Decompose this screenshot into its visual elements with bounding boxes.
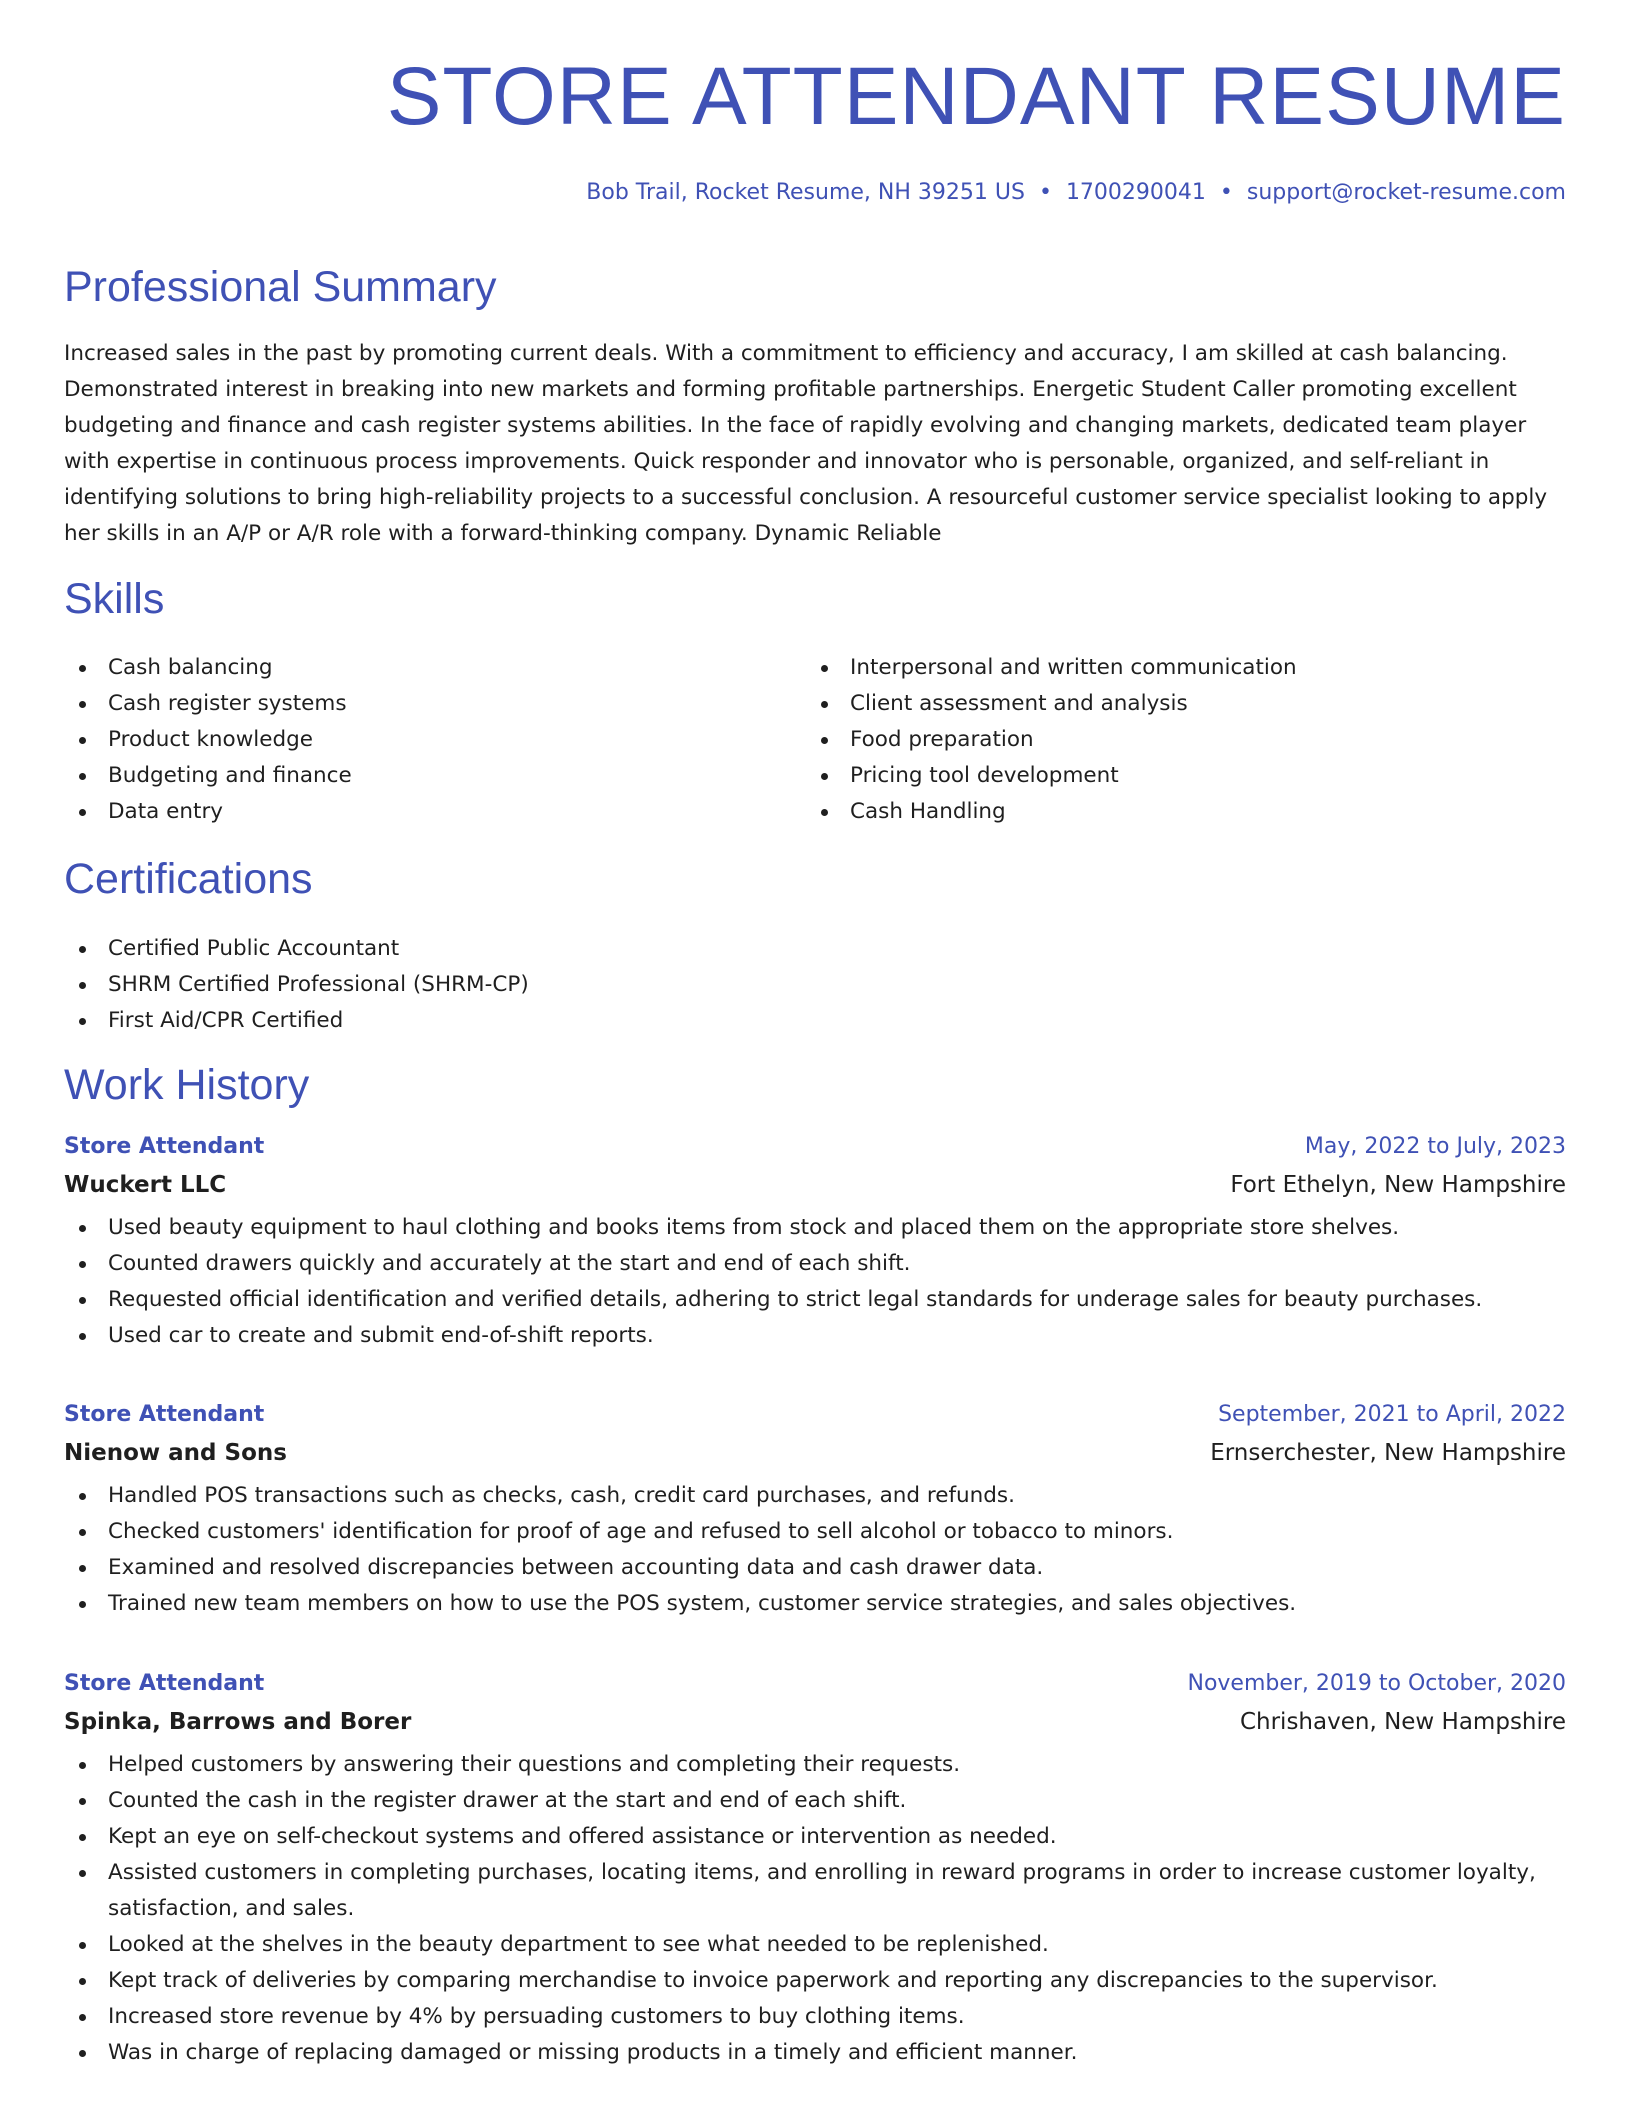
certifications-heading: Certifications xyxy=(64,855,313,903)
summary-heading: Professional Summary xyxy=(64,263,497,311)
job-bullet: Trained new team members on how to use the POS system, customer service strategies, and sales objectives. xyxy=(64,1586,1566,1622)
job-bullet: Looked at the shelves in the beauty department to see what needed to be replenished. xyxy=(64,1927,1566,1963)
certifications-list xyxy=(64,931,1566,1039)
skill-item: Cash register systems xyxy=(64,686,804,722)
skill-item: Food preparation xyxy=(806,722,1546,758)
skills-heading: Skills xyxy=(64,575,165,623)
job-bullet: Used car to create and submit end-of-shift reports. xyxy=(64,1318,1566,1354)
job-bullet: Assisted customers in completing purchases, locating items, and enrolling in reward programs in order to increase customer loyalty, satisfaction, and sales. xyxy=(64,1855,1566,1927)
job-bullet: Counted drawers quickly and accurately at the start and end of each shift. xyxy=(64,1246,1566,1282)
job-location: Ernserchester, New Hampshire xyxy=(1210,1440,1566,1466)
job-bullets xyxy=(64,1747,1566,2071)
job-title: Store Attendant xyxy=(64,1402,265,1427)
job-company-row xyxy=(64,1440,1566,1478)
skills-list-left xyxy=(64,650,804,830)
job-entry xyxy=(64,1402,1566,1622)
job-bullet: Kept an eye on self-checkout systems and offered assistance or intervention as needed. xyxy=(64,1819,1566,1855)
job-bullet: Handled POS transactions such as checks, cash, credit card purchases, and refunds. xyxy=(64,1478,1566,1514)
job-dates: September, 2021 to April, 2022 xyxy=(1218,1402,1566,1427)
job-bullets xyxy=(64,1478,1566,1622)
job-bullet: Used beauty equipment to haul clothing and books items from stock and placed them on the appropriate store shelves. xyxy=(64,1210,1566,1246)
contact-separator: • xyxy=(1219,180,1233,205)
skill-item: Cash balancing xyxy=(64,650,804,686)
job-title-row xyxy=(64,1402,1566,1440)
job-bullet: Requested official identification and verified details, adhering to strict legal standards for underage sales for beauty purchases. xyxy=(64,1282,1566,1318)
skill-item: Client assessment and analysis xyxy=(806,686,1546,722)
skill-item: Data entry xyxy=(64,794,804,830)
job-bullet: Helped customers by answering their questions and completing their requests. xyxy=(64,1747,1566,1783)
job-location: Chrishaven, New Hampshire xyxy=(1239,1709,1566,1735)
skill-item: Pricing tool development xyxy=(806,758,1546,794)
job-company: Spinka, Barrows and Borer xyxy=(64,1709,412,1735)
job-company-row xyxy=(64,1709,1566,1747)
skills-list-right xyxy=(806,650,1546,830)
skill-item: Product knowledge xyxy=(64,722,804,758)
job-bullets xyxy=(64,1210,1566,1354)
contact-separator: • xyxy=(1038,180,1052,205)
job-company: Nienow and Sons xyxy=(64,1440,287,1466)
skill-item: Budgeting and finance xyxy=(64,758,804,794)
contact-line xyxy=(586,182,1566,204)
contact-address: Bob Trail, Rocket Resume, NH 39251 US xyxy=(586,180,1025,205)
skill-item: Interpersonal and written communication xyxy=(806,650,1546,686)
resume-title: STORE ATTENDANT RESUME xyxy=(386,51,1566,142)
job-title-row xyxy=(64,1134,1566,1172)
job-dates: November, 2019 to October, 2020 xyxy=(1187,1671,1566,1696)
job-title-row xyxy=(64,1671,1566,1709)
certification-item: First Aid/CPR Certified xyxy=(64,1003,1566,1039)
job-bullet: Was in charge of replacing damaged or missing products in a timely and efficient manner. xyxy=(64,2035,1566,2071)
job-entry xyxy=(64,1671,1566,2071)
job-bullet: Kept track of deliveries by comparing merchandise to invoice paperwork and reporting any discrepancies to the supervisor. xyxy=(64,1963,1566,1999)
job-company: Wuckert LLC xyxy=(64,1172,227,1198)
work-history-heading: Work History xyxy=(64,1061,310,1109)
contact-email: support@rocket-resume.com xyxy=(1246,180,1566,205)
skill-item: Cash Handling xyxy=(806,794,1546,830)
job-bullet: Examined and resolved discrepancies between accounting data and cash drawer data. xyxy=(64,1550,1566,1586)
certification-item: Certified Public Accountant xyxy=(64,931,1566,967)
job-bullet: Checked customers' identification for proof of age and refused to sell alcohol or tobacco to minors. xyxy=(64,1514,1566,1550)
job-title: Store Attendant xyxy=(64,1671,265,1696)
job-title: Store Attendant xyxy=(64,1134,265,1159)
job-dates: May, 2022 to July, 2023 xyxy=(1304,1134,1566,1159)
job-bullet: Increased store revenue by 4% by persuading customers to buy clothing items. xyxy=(64,1999,1566,2035)
job-bullet: Counted the cash in the register drawer at the start and end of each shift. xyxy=(64,1783,1566,1819)
contact-phone: 1700290041 xyxy=(1065,180,1206,205)
job-entry xyxy=(64,1134,1566,1354)
job-location: Fort Ethelyn, New Hampshire xyxy=(1230,1172,1566,1198)
job-company-row xyxy=(64,1172,1566,1210)
certification-item: SHRM Certified Professional (SHRM-CP) xyxy=(64,967,1566,1003)
summary-text: Increased sales in the past by promoting current deals. With a commitment to efficiency and accuracy, I am skilled at cash balancing. Demonstrated interest in breaking into new markets and forming profitable partnerships. Energetic Student Caller promoting excellent budgeting and finance and cash register systems abilities. In the face of rapidly evolving and changing markets, dedicated team player with expertise in continuous process improvements. Quick responder and innovator who is personable, organized, and self-reliant in identifying solutions to bring high-reliability projects to a successful conclusion. A resourceful customer service specialist looking to apply her skills in an A/P or A/R role with a forward-thinking company. Dynamic Reliable xyxy=(64,341,1548,546)
